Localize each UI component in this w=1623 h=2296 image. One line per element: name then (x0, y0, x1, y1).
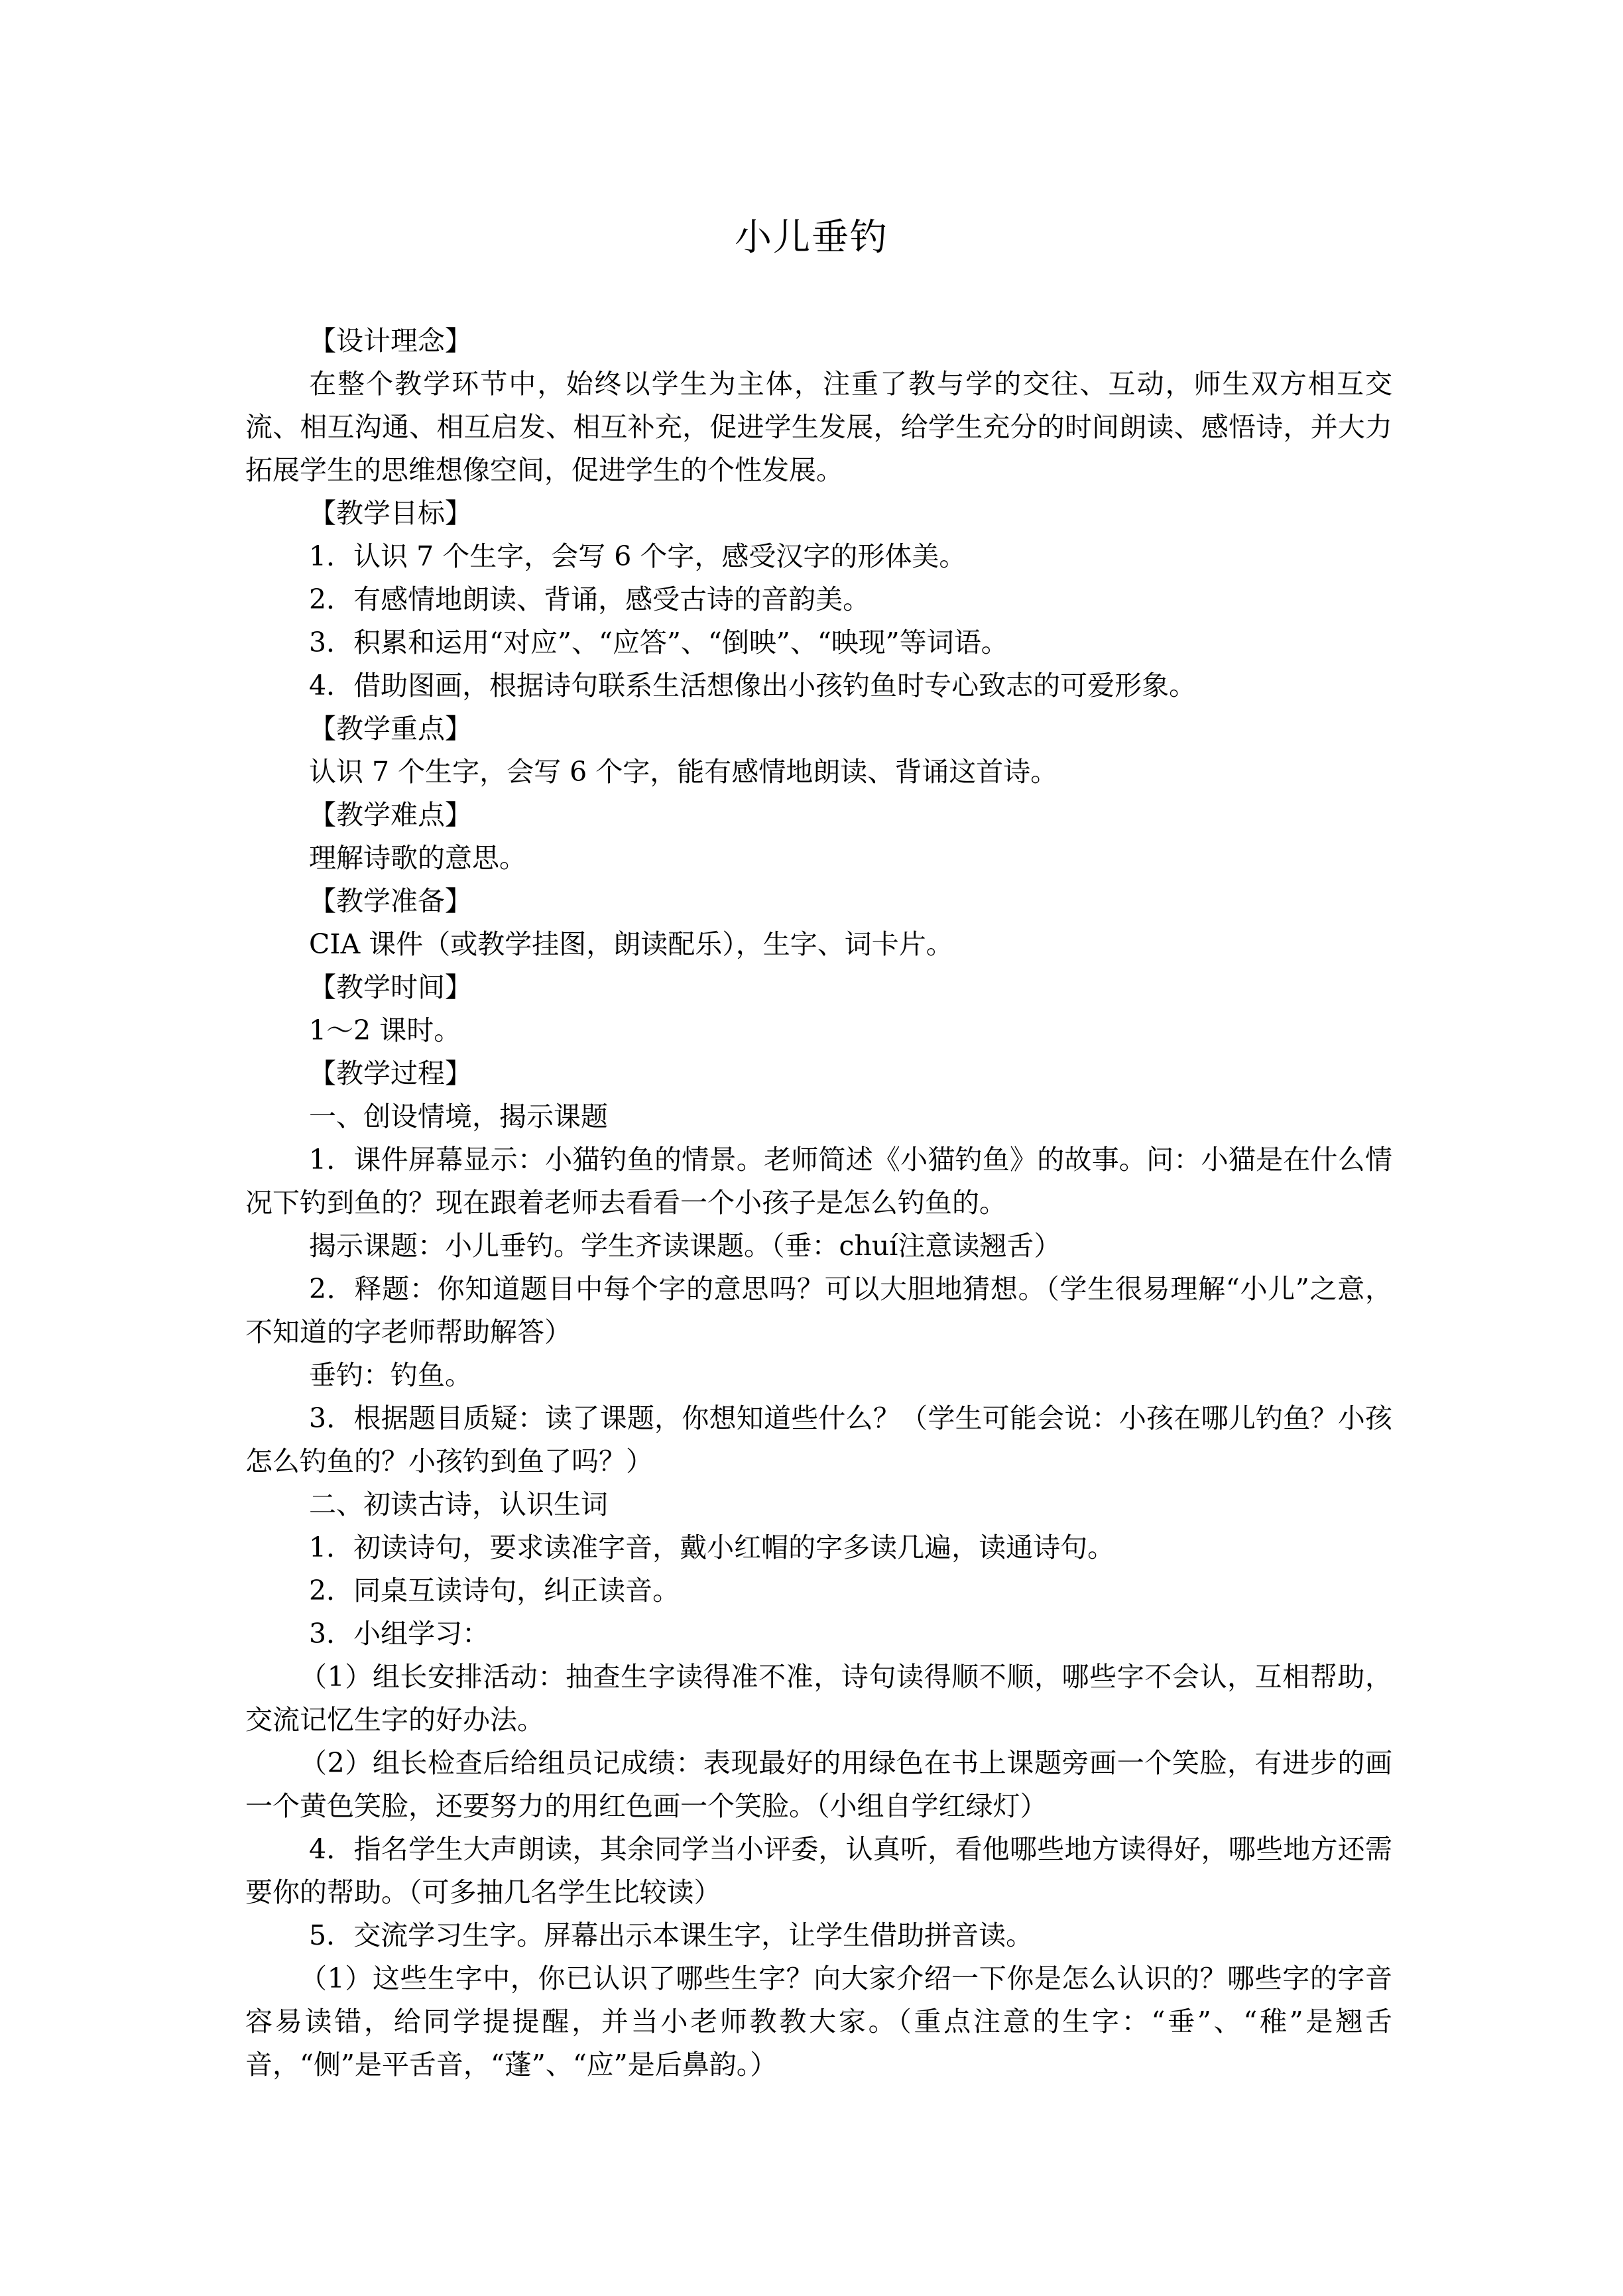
paragraph-step-2-5-1: （1）这些生字中，你已认识了哪些生字？向大家介绍一下你是怎么认识的？哪些字的字音容易读错，给同学提提醒，并当小老师教教大家。（重点注意的生字：“垂”、“稚”是翘舌音，“侧”是平舌音，“蓬”、“应”是后鼻韵。） (245, 1963, 1392, 2081)
section-heading-design-concept: 【设计理念】 (309, 325, 472, 357)
subheading-part-2: 二、初读古诗，认识生词 (309, 1488, 608, 1520)
paragraph-step-2-3-2: （2）组长检查后给组员记成绩：表现最好的用绿色在书上课题旁画一个笑脸，有进步的画一个黄色笑脸，还要努力的用红色画一个笑脸。（小组自学红绿灯） (245, 1747, 1392, 1822)
paragraph-step-2-5: 5．交流学习生字。屏幕出示本课生字，让学生借助拼音读。 (309, 1919, 1034, 1951)
paragraph-step-2-3: 3．小组学习： (309, 1618, 490, 1650)
document-body (245, 320, 1392, 2086)
section-heading-time: 【教学时间】 (309, 971, 472, 1003)
subheading-part-1: 一、创设情境，揭示课题 (309, 1101, 608, 1132)
section-heading-process: 【教学过程】 (309, 1057, 472, 1089)
section-heading-teaching-goals: 【教学目标】 (309, 497, 472, 529)
section-heading-preparation: 【教学准备】 (309, 885, 472, 917)
paragraph-time: 1～2 课时。 (309, 1014, 461, 1046)
paragraph-reveal-title: 揭示课题：小儿垂钓。学生齐读课题。（垂：chuí注意读翘舌） (309, 1230, 1061, 1262)
paragraph-design-concept: 在整个教学环节中，始终以学生为主体，注重了教与学的交往、互动，师生双方相互交流、相互沟通、相互启发、相互补充，促进学生发展，给学生充分的时间朗读、感悟诗，并大力拓展学生的思维想像空间，促进学生的个性发展。 (245, 368, 1392, 486)
paragraph-step-2-4: 4．指名学生大声朗读，其余同学当小评委，认真听，看他哪些地方读得好，哪些地方还需要你的帮助。（可多抽几名学生比较读） (245, 1833, 1392, 1908)
document-title: 小儿垂钓 (735, 216, 888, 259)
list-item-goal-4: 4．借助图画，根据诗句联系生活想像出小孩钓鱼时专心致志的可爱形象。 (309, 670, 1197, 701)
paragraph-preparation: CIA 课件（或教学挂图，朗读配乐），生字、词卡片。 (309, 928, 953, 960)
paragraph-step-1-1: 1．课件屏幕显示：小猫钓鱼的情景。老师简述《小猫钓鱼》的故事。问：小猫是在什么情况下钓到鱼的？现在跟着老师去看看一个小孩子是怎么钓鱼的。 (245, 1144, 1392, 1219)
list-item-goal-1: 1．认识 7 个生字，会写 6 个字，感受汉字的形体美。 (309, 540, 967, 572)
paragraph-step-2-2: 2．同桌互读诗句，纠正读音。 (309, 1575, 680, 1606)
list-item-goal-3: 3．积累和运用“对应”、“应答”、“倒映”、“映现”等词语。 (309, 627, 1008, 658)
section-heading-difficulties: 【教学难点】 (309, 799, 472, 831)
paragraph-step-2-3-1: （1）组长安排活动：抽查生字读得准不准，诗句读得顺不顺，哪些字不会认，互相帮助，交流记忆生字的好办法。 (245, 1661, 1392, 1736)
paragraph-key-points: 认识 7 个生字，会写 6 个字，能有感情地朗读、背诵这首诗。 (309, 756, 1058, 788)
paragraph-difficulties: 理解诗歌的意思。 (309, 842, 526, 874)
section-heading-key-points: 【教学重点】 (309, 713, 472, 745)
paragraph-step-1-2: 2．释题：你知道题目中每个字的意思吗？可以大胆地猜想。（学生很易理解“小儿”之意，不知道的字老师帮助解答） (245, 1273, 1392, 1348)
paragraph-step-1-3: 3．根据题目质疑：读了课题，你想知道些什么？（学生可能会说：小孩在哪儿钓鱼？小孩怎么钓鱼的？小孩钓到鱼了吗？） (245, 1402, 1392, 1477)
list-item-goal-2: 2．有感情地朗读、背诵，感受古诗的音韵美。 (309, 583, 871, 615)
paragraph-chuidiao-meaning: 垂钓：钓鱼。 (309, 1359, 472, 1391)
paragraph-step-2-1: 1．初读诗句，要求读准字音，戴小红帽的字多读几遍，读通诗句。 (309, 1532, 1115, 1563)
